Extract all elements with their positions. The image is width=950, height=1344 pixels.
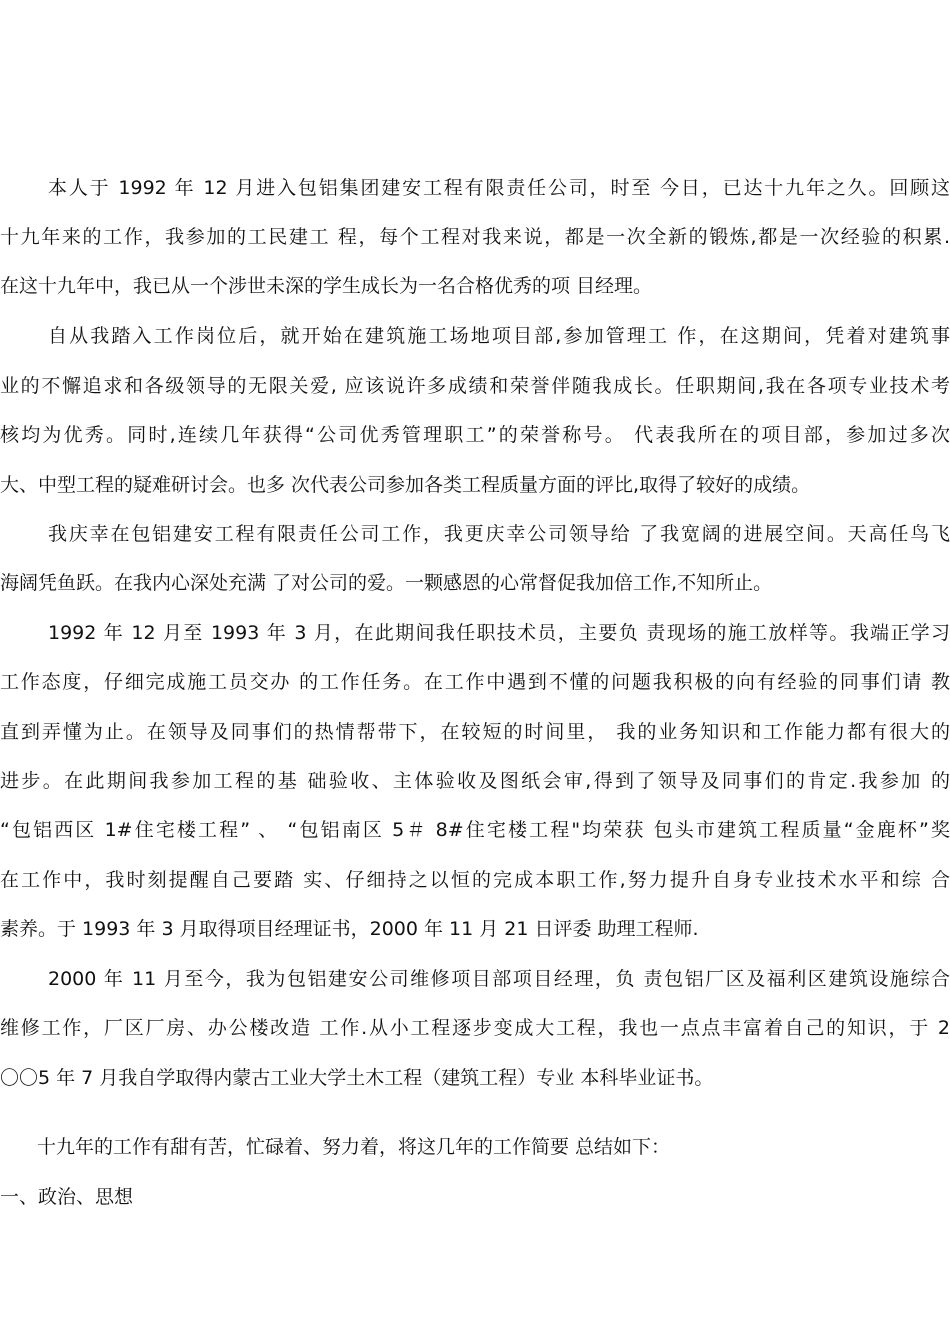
text-line: 维修工作，厂区厂房、办公楼改造 工作.从小工程逐步变成大工程，我也一点点丰富着自己的知识，于 2 — [0, 1017, 950, 1039]
text-line: 十九年来的工作，我参加的工民建工 程，每个工程对我来说，都是一次全新的锻炼,都是一次经验的积累. — [0, 226, 950, 248]
text-line: 2000 年 11 月至今，我为包铝建安公司维修项目部项目经理，负 责包铝厂区及福利区建筑设施综合 — [48, 968, 950, 990]
text-line: 核均为优秀。同时,连续几年获得“公司优秀管理职工”的荣誉称号。 代表我所在的项目部，参加过多次 — [0, 424, 950, 446]
text-line: 直到弄懂为止。在领导及同事们的热情帮带下，在较短的时间里， 我的业务知识和工作能力都有很大的 — [0, 721, 950, 743]
text-line: 工作态度，仔细完成施工员交办 的工作任务。在工作中遇到不懂的问题我积极的向有经验的同事们请 教 — [0, 671, 950, 693]
text-line: 1992 年 12 月至 1993 年 3 月，在此期间我任职技术员，主要负 责现场的施工放样等。我端正学习 — [48, 622, 950, 644]
text-line: 自从我踏入工作岗位后，就开始在建筑施工场地项目部,参加管理工 作，在这期间，凭着对建筑事 — [48, 325, 950, 347]
text-line: 本人于 1992 年 12 月进入包铝集团建安工程有限责任公司，时至 今日，已达十九年之久。回顾这 — [48, 177, 950, 199]
text-line: 〇〇5 年 7 月我自学取得内蒙古工业大学土木工程（建筑工程）专业 本科毕业证书。 — [0, 1067, 714, 1089]
text-line: 素养。于 1993 年 3 月取得项目经理证书，2000 年 11 月 21 日评委 助理工程师. — [0, 918, 699, 940]
text-line: “包铝西区 1#住宅楼工程” 、 “包铝南区 5＃ 8#住宅楼工程"均荣获 包头市建筑工程质量“金鹿杯”奖 — [0, 819, 950, 841]
section-heading: 一、政治、思想 — [0, 1186, 134, 1208]
text-line: 在这十九年中，我已从一个涉世未深的学生成长为一名合格优秀的项 目经理。 — [0, 275, 653, 297]
text-line: 进步。在此期间我参加工程的基 础验收、主体验收及图纸会审,得到了领导及同事们的肯定.我参加 的 — [0, 770, 950, 792]
text-line: 十九年的工作有甜有苦，忙碌着、努力着，将这几年的工作简要 总结如下： — [37, 1136, 671, 1158]
text-line: 在工作中，我时刻提醒自己要踏 实、仔细持之以恒的完成本职工作,努力提升自身专业技术水平和综 合 — [0, 869, 950, 891]
text-line: 业的不懈追求和各级领导的无限关爱, 应该说许多成绩和荣誉伴随我成长。任职期间,我在各项专业技术考 — [0, 375, 950, 397]
text-line: 大、中型工程的疑难研讨会。也多 次代表公司参加各类工程质量方面的评比,取得了较好的成绩。 — [0, 474, 811, 496]
text-line: 我庆幸在包铝建安工程有限责任公司工作，我更庆幸公司领导给 了我宽阔的进展空间。天高任鸟飞 — [48, 523, 950, 545]
text-line: 海阔凭鱼跃。在我内心深处充满 了对公司的爱。一颗感恩的心常督促我加倍工作,不知所止。 — [0, 572, 773, 594]
